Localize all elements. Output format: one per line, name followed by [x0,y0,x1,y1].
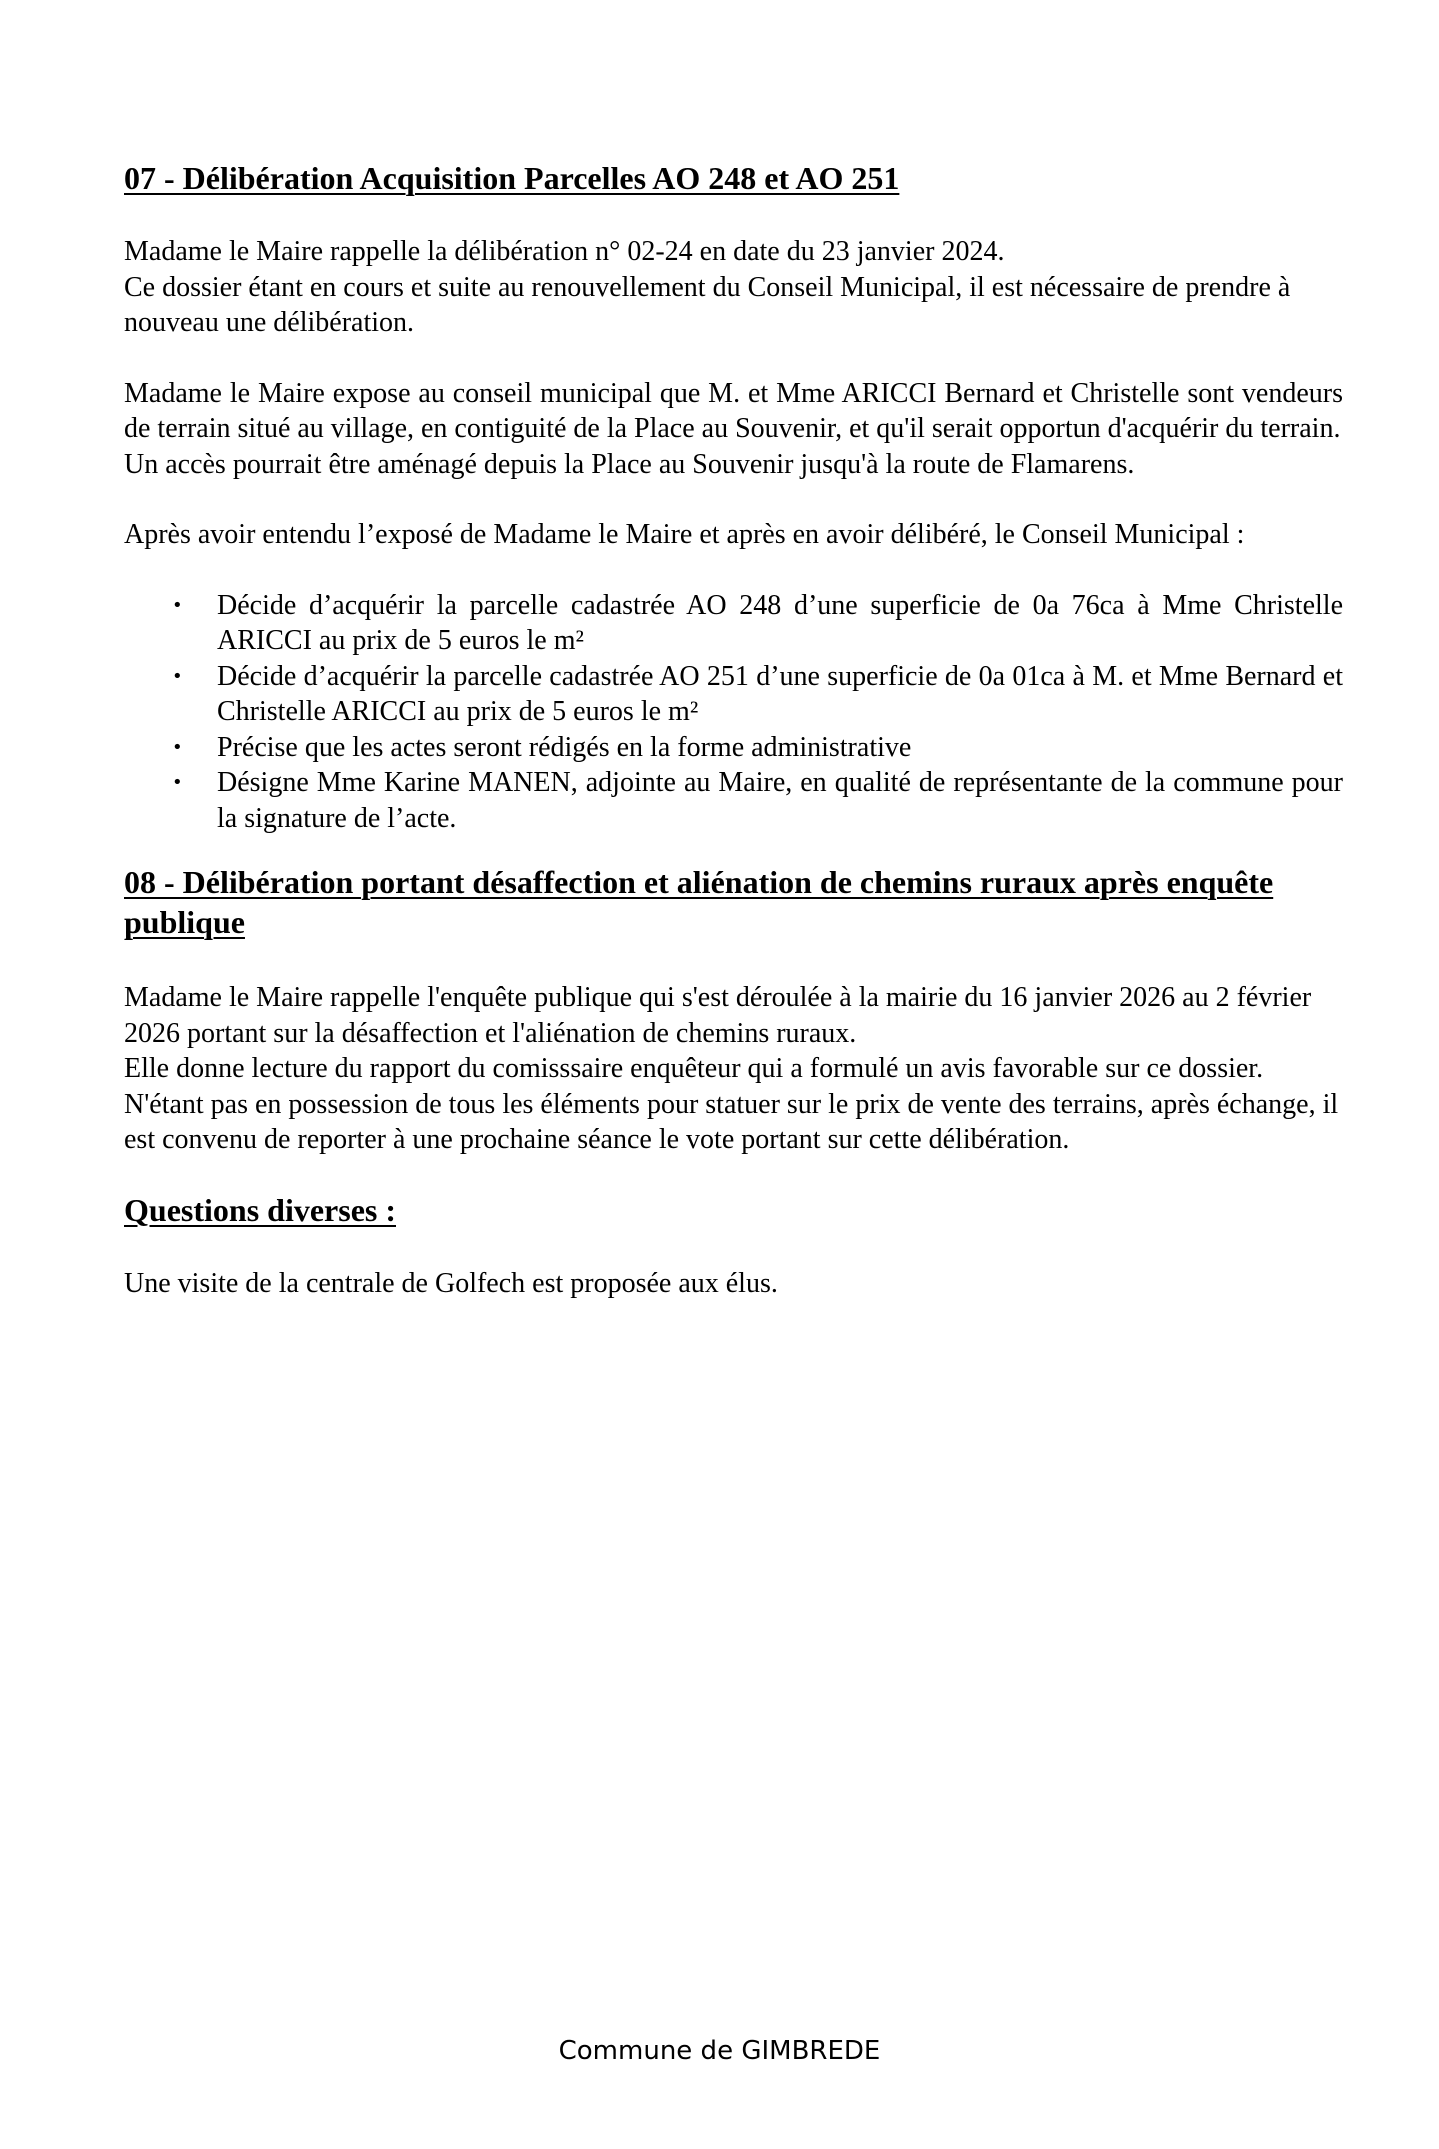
section-08-paragraph-1: Madame le Maire rappelle l'enquête publique qui s'est déroulée à la mairie du 16 janvier 2026 au 2 février 2026 portant sur la désaffection et l'aliénation de chemins ruraux. [124,982,1312,1049]
bullet-icon: • [172,594,183,616]
section-07-paragraph-2: Madame le Maire expose au conseil municipal que M. et Mme ARICCI Bernard et Christelle sont vendeurs de terrain situé au village, en contiguité de la Place au Souvenir, et qu'il serait opportun d'acquérir du terrain. [124,377,1343,444]
questions-text: Une visite de la centrale de Golfech est proposée aux élus. [124,1267,778,1299]
section-07-paragraph-2b: Un accès pourrait être aménagé depuis la Place au Souvenir jusqu'à la route de Flamarens. [124,448,1135,480]
document-body [124,158,1343,1301]
section-07-paragraph-1: Madame le Maire rappelle la délibération n° 02-24 en date du 23 janvier 2024. [124,236,1005,267]
list-item [124,659,1343,730]
section-07-paragraph-3: Après avoir entendu l’exposé de Madame le Maire et après en avoir délibéré, le Conseil Municipal : [124,519,1245,550]
list-item-text: Précise que les actes seront rédigés en la forme administrative [217,731,912,763]
section-08-title: 08 - Délibération portant désaffection et aliénation de chemins ruraux après enquête publique [124,864,1274,940]
list-item [124,588,1343,659]
section-07-paragraph-1b: Ce dossier étant en cours et suite au renouvellement du Conseil Municipal, il est nécessaire de prendre à nouveau une délibération. [124,271,1291,338]
decision-list [124,588,1343,837]
section-08-paragraph-2: Elle donne lecture du rapport du comisssaire enquêteur qui a formulé un avis favorable sur ce dossier. [124,1053,1264,1084]
bullet-icon: • [172,665,183,687]
list-item-text: Décide d’acquérir la parcelle cadastrée AO 251 d’une superficie de 0a 01ca à M. et Mme Bernard et Christelle ARICCI au prix de 5 euros le m² [217,660,1343,727]
list-item-text: Décide d’acquérir la parcelle cadastrée AO 248 d’une superficie de 0a 76ca à Mme Christelle ARICCI au prix de 5 euros le m² [217,589,1343,656]
list-item-text: Désigne Mme Karine MANEN, adjointe au Maire, en qualité de représentante de la commune pour la signature de l’acte. [217,767,1343,834]
page-footer: Commune de GIMBREDE [558,2036,881,2066]
questions-title: Questions diverses : [124,1191,396,1228]
section-08-paragraph-3: N'étant pas en possession de tous les éléments pour statuer sur le prix de vente des terrains, après échange, il est convenu de reporter à une prochaine séance le vote portant sur cette délibération. [124,1088,1339,1155]
bullet-icon: • [172,772,183,793]
section-07-title: 07 - Délibération Acquisition Parcelles AO 248 et AO 251 [124,160,900,196]
list-item [124,730,1343,766]
bullet-icon: • [172,736,183,758]
list-item [124,765,1343,836]
